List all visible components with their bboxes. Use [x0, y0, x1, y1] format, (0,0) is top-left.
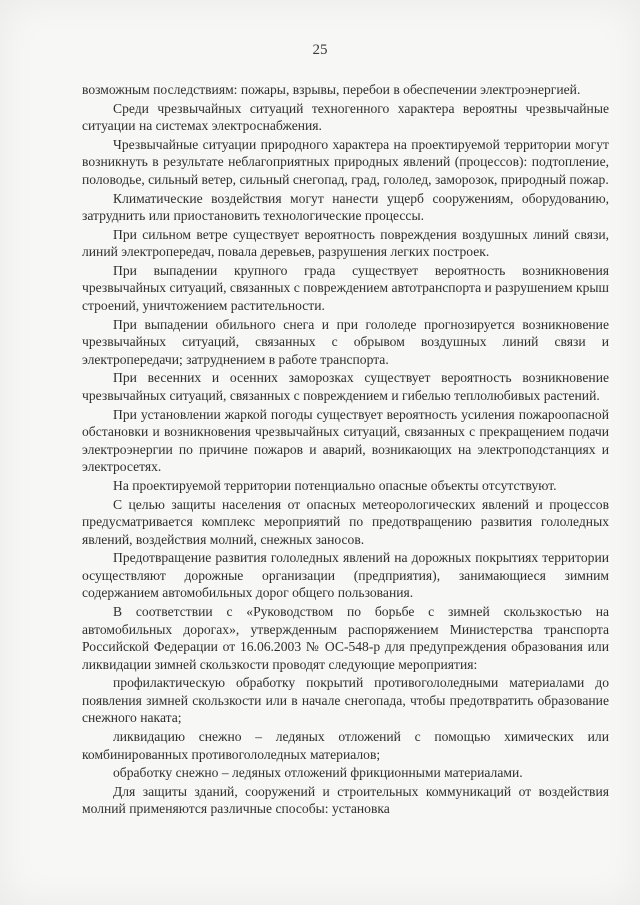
paragraph: В соответствии с «Руководством по борьбе с зимней скользкостью на автомобильных дорогах», утвержденным распоряжением Министерства транспорта Российской Федерации от 16.06.2003 № ОС-548-р для предупреждения образования или ликвидации зимней скользкости проводят следующие мероприятия: [82, 603, 609, 672]
paragraph: При установлении жаркой погоды существует вероятность усиления пожароопасной обстановки и возникновения чрезвычайных ситуаций, связанных с прекращением подачи электроэнергии по причине пожаров и аварий, возникающих на электроподстанциях и электросетях. [82, 406, 609, 475]
paragraph: Для защиты зданий, сооружений и строительных коммуникаций от воздействия молний применяются различные способы: установка [82, 783, 609, 817]
paragraph: Предотвращение развития гололедных явлений на дорожных покрытиях территории осуществляют дорожные организации (предприятия), занимающиеся зимним содержанием автомобильных дорог общего пользования. [82, 550, 609, 601]
list-item: обработку снежно – ледяных отложений фрикционными материалами. [113, 765, 523, 781]
paragraph: На проектируемой территории потенциально опасные объекты отсутствуют. [113, 477, 557, 493]
list-item: ликвидацию снежно – ледяных отложений с помощью химических или комбинированных противогололедных материалов; [82, 729, 609, 762]
paragraph: возможным последствиям: пожары, взрывы, перебои в обеспечении электроэнергией. [82, 82, 581, 97]
paragraph: Чрезвычайные ситуации природного характера на проектируемой территории могут возникнуть в результате неблагоприятных природных явлений (процессов): подтопление, половодье, сильный ветер, сильный снегопад, град, гололед, заморозок, природный пожар. [82, 136, 609, 187]
paragraph: При весенних и осенних заморозках существует вероятность возникновение чрезвычайных ситуаций, связанных с повреждением и гибелью теплолюбивых растений. [82, 370, 609, 403]
paragraph: При выпадении обильного снега и при гололеде прогнозируется возникновение чрезвычайных ситуаций, связанных с обрывом воздушных линий связи и электропередачи; затруднением в работе транспорта. [82, 316, 609, 367]
paragraph: Среди чрезвычайных ситуаций техногенного характера вероятны чрезвычайные ситуации на системах электроснабжения. [82, 100, 609, 134]
paragraph: С целью защиты населения от опасных метеорологических явлений и процессов предусматривается комплекс мероприятий по предотвращению развития гололедных явлений, воздействия молний, снежных заносов. [82, 496, 609, 547]
paragraph: Климатические воздействия могут нанести ущерб сооружениям, оборудованию, затруднить или приостановить технологические процессы. [82, 190, 609, 224]
paragraph: При сильном ветре существует вероятность повреждения воздушных линий связи, линий электропередач, повала деревьев, разрушения легких построек. [82, 226, 609, 260]
document-body [82, 81, 609, 819]
paragraph: При выпадении крупного града существует вероятность возникновения чрезвычайных ситуаций, связанных с повреждением автотранспорта и разрушением крыш строений, уничтожением растительности. [82, 262, 609, 314]
list-item: профилактическую обработку покрытий противогололедными материалами до появления зимней скользкости или в начале снегопада, чтобы предотвратить образование снежного наката; [82, 675, 609, 726]
page-number: 25 [312, 42, 328, 58]
